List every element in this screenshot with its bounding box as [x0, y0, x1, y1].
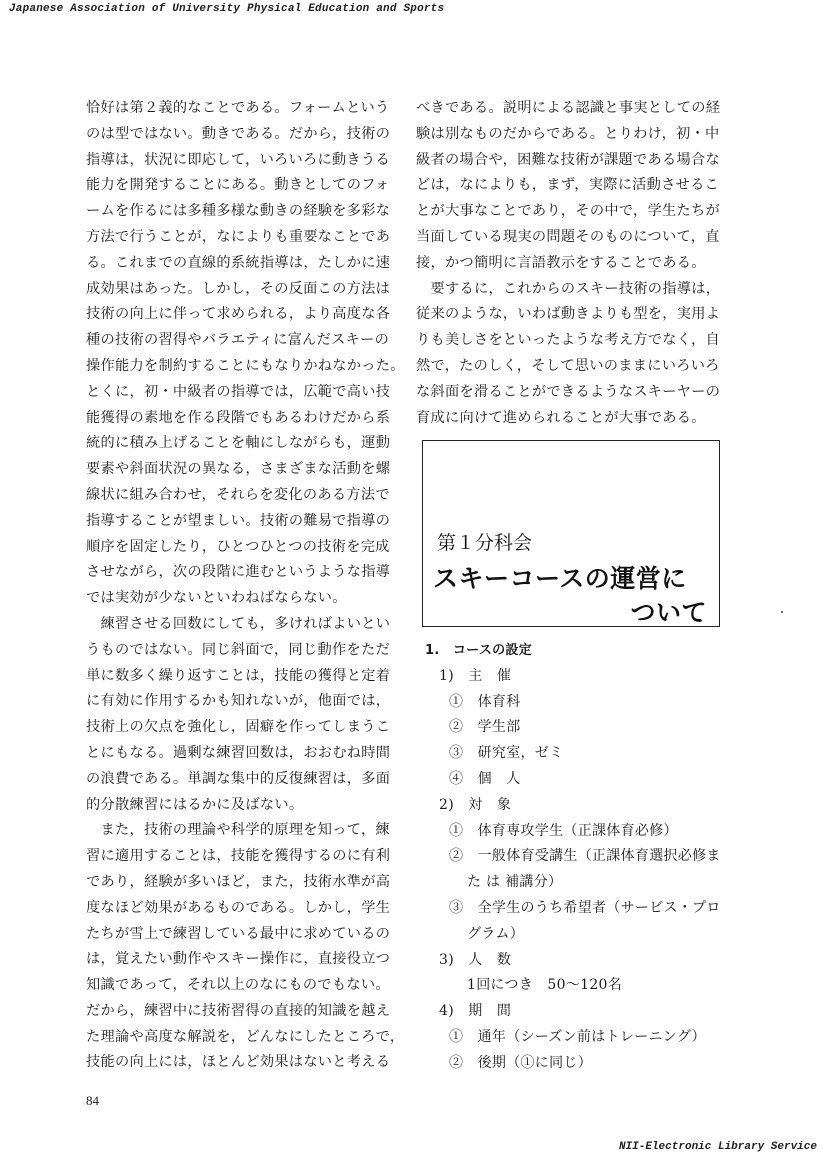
left-column-line: 恰好は第２義的なことである。フォームという — [86, 100, 390, 116]
left-column-line: であり，経験が多いほど，また，技術水準が高 — [86, 873, 391, 890]
left-column-line: 指導することが望ましい。技術の難易で指導の — [86, 512, 391, 529]
left-column-line: 線状に組み合わせ，それらを変化のある方法で — [86, 486, 390, 503]
running-footer: NII-Electronic Library Service — [618, 1141, 817, 1153]
left-column-line: 練習させる回数にしても，多ければよいとい — [86, 615, 391, 632]
left-column-line: は，覚えたい動作やスキー操作に，直接役立つ — [86, 951, 391, 968]
outline-item: ② 後期（①に同じ） — [449, 1054, 592, 1071]
left-column-line: 要素や斜面状況の異なる，さまざまな活動を螺 — [86, 461, 391, 478]
section-title-line1: スキーコースの運営に — [433, 564, 687, 593]
outline-item: ② 一般体育受講生（正課体育選択必修ま — [449, 848, 721, 865]
left-column-line: 順序を固定したり，ひとつひとつの技術を完成 — [86, 538, 390, 555]
right-column-line: 接，かつ簡明に言語教示をすることである。 — [416, 254, 706, 271]
left-column-line: 指導は，状況に即応して，いろいろに動きうる — [86, 151, 390, 168]
outline-item: ③ 研究室，ゼミ — [449, 745, 564, 762]
speck-mark — [781, 611, 783, 613]
left-column-line: た理論や高度な解説を，どんなにしたところで， — [86, 1028, 405, 1045]
left-column-line: 操作能力を制約することにもなりかねなかった。 — [86, 357, 405, 374]
left-column-line: 技能の向上には，ほとんど効果はないと考える — [86, 1054, 391, 1071]
left-column-line: 技術上の欠点を強化し，固癖を作ってしまうこ — [86, 719, 391, 736]
left-column-line: 種の技術の習得やバラエティに富んだスキーの — [86, 332, 390, 349]
left-text-column — [86, 96, 405, 1076]
left-column-line: 技術の向上に伴って求められる，より高度な各 — [86, 306, 391, 323]
course-setup-outline — [425, 638, 725, 1077]
left-column-line: たちが雪上で練習している最中に求めているの — [86, 925, 391, 942]
right-text-column — [416, 96, 726, 431]
left-column-line: 単に数多く繰り返すことは，技能の獲得と定着 — [86, 667, 391, 684]
left-column-line: また，技術の理論や科学的原理を知って，練 — [86, 822, 390, 839]
outline-item: た は 補講分） — [467, 874, 563, 891]
outline-item: 1. コースの設定 — [425, 643, 533, 658]
left-column-line: 習に適用することは，技能を獲得するのに有利 — [86, 848, 391, 865]
page-number: 84 — [86, 1093, 99, 1108]
right-column-line: 然で，たのしく，そして思いのままにいろいろ — [416, 357, 720, 374]
right-column-line: 従来のような，いわば動きよりも型を，実用よ — [416, 306, 721, 323]
right-column-line: とが大事なことであり，その中で，学生たちが — [416, 203, 720, 220]
left-column-line: 的分散練習にはるかに及ばない。 — [86, 796, 304, 813]
left-column-line: のは型ではない。動きである。だから，技術の — [86, 125, 391, 142]
outline-item: 1回につき 50～120名 — [467, 977, 623, 994]
left-column-line: に有効に作用するかも知れないが，他面では， — [86, 693, 391, 710]
left-column-line: とにもなる。過剰な練習回数は，おおむね時間 — [86, 744, 391, 761]
left-column-line: ームを作るには多種多様な動きの経験を多彩な — [86, 203, 391, 220]
right-column-line: な斜面を滑ることができるようなスキーヤーの — [416, 383, 721, 400]
right-column-line: べきである。説明による認識と事実としての経 — [416, 100, 721, 116]
left-column-line: 知識であって，それ以上のなにものでもない。 — [86, 977, 390, 994]
outline-item: 3) 人 数 — [439, 951, 512, 968]
left-column-line: の浪費である。単調な集中的反復練習は，多面 — [86, 770, 391, 787]
left-column-line: とくに，初・中級者の指導では，広範で高い技 — [86, 383, 391, 400]
outline-item: ① 通年（シーズン前はトレーニング） — [449, 1028, 706, 1045]
left-column-line: 能獲得の素地を作る段階でもあるわけだから系 — [86, 409, 391, 426]
right-column-line: 験は別なものだからである。とりわけ，初・中 — [416, 125, 720, 142]
left-column-line: だから，練習中に技術習得の直接的知識を越え — [86, 1002, 391, 1019]
section-subtitle: 第１分科会 — [437, 532, 533, 554]
outline-item: 4) 期 間 — [439, 1003, 512, 1020]
right-column-line: 育成に向けて進められることが大事である。 — [416, 409, 706, 426]
left-column-line: では実効が少ないといわねばならない。 — [86, 590, 347, 607]
section-title-line2: ついて — [630, 598, 707, 627]
left-column-line: 成効果はあった。しかし，その反面この方法は — [86, 280, 391, 297]
outline-item: ③ 全学生のうち希望者（サービス・プロ — [449, 899, 721, 916]
left-column-line: 能力を開発することにある。動きとしてのフォ — [86, 177, 390, 194]
outline-item: ① 体育専攻学生（正課体育必修） — [449, 822, 678, 839]
left-column-line: させながら，次の段階に進むというような指導 — [86, 564, 391, 581]
outline-item: 2) 対 象 — [439, 796, 512, 813]
left-column-line: 統的に積み上げることを軸にしながらも，運動 — [86, 435, 391, 452]
right-column-line: 級者の場合や，困難な技術が課題である場合な — [416, 151, 720, 168]
outline-item: グラム） — [467, 925, 525, 942]
outline-item: ② 学生部 — [449, 719, 521, 736]
outline-item: ④ 個 人 — [449, 770, 521, 787]
outline-item: 1) 主 催 — [439, 667, 512, 684]
left-column-line: 度なほど効果があるものである。しかし，学生 — [86, 899, 391, 916]
left-column-line: うものではない。同じ斜面で，同じ動作をただ — [86, 641, 390, 658]
section-title-box — [422, 440, 720, 627]
right-column-line: りも美しさをといったような考え方でなく，自 — [416, 332, 720, 349]
right-column-line: どは，なによりも，まず，実際に活動させるこ — [416, 177, 720, 194]
outline-item: ① 体育科 — [449, 693, 521, 710]
left-column-line: る。これまでの直線的系統指導は，たしかに速 — [86, 254, 391, 271]
right-column-line: 要するに，これからのスキー技術の指導は， — [416, 280, 721, 297]
running-header: Japanese Association of University Physical Education and Sports — [9, 3, 445, 15]
right-column-line: 当面している現実の問題そのものについて，直 — [416, 228, 720, 245]
left-column-line: 方法で行うことが，なによりも重要なことであ — [86, 228, 391, 245]
